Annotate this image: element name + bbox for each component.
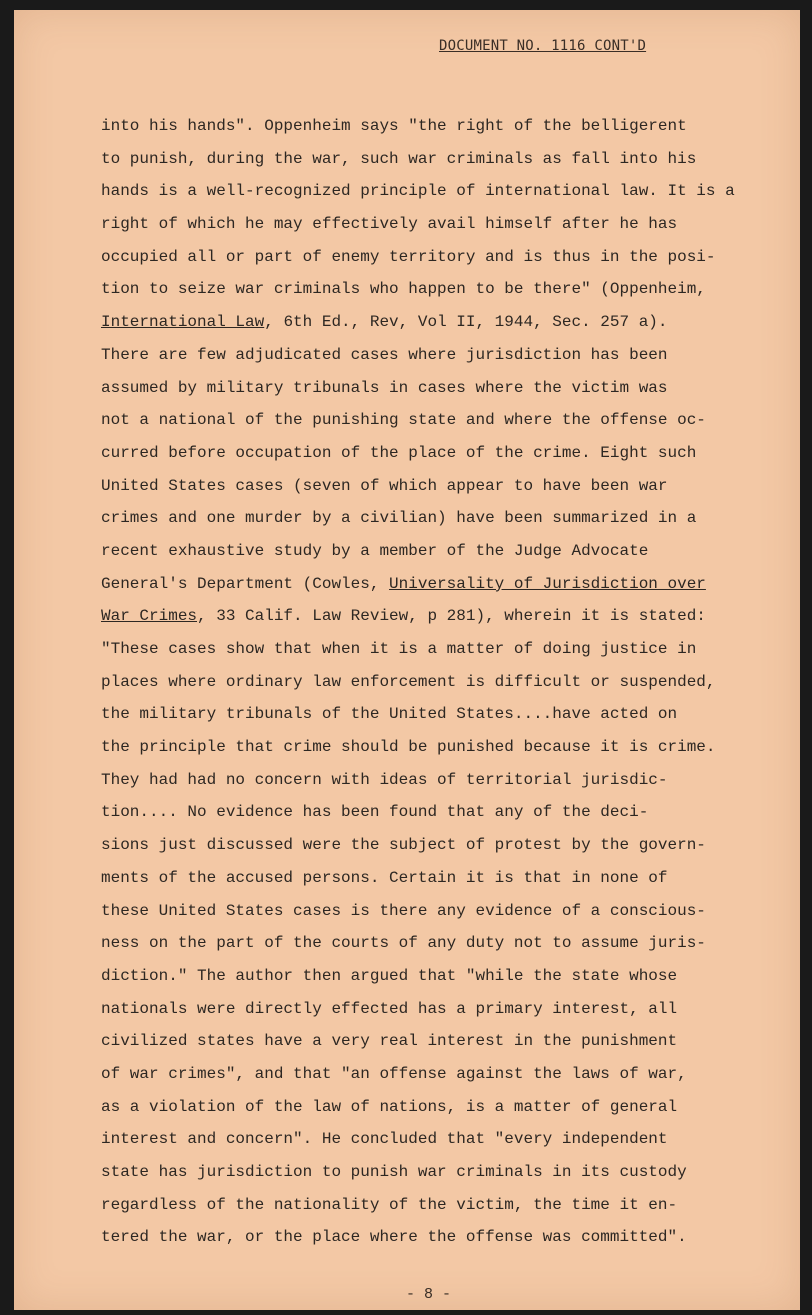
- text-line: [101, 502, 791, 535]
- text-run: regardless of the nationality of the victim, the time it en-: [101, 1195, 678, 1214]
- text-run: They had had no concern with ideas of territorial jurisdic-: [101, 770, 668, 789]
- text-line: [101, 404, 791, 437]
- text-line: [101, 829, 791, 862]
- text-run: into his hands". Oppenheim says "the right of the belligerent: [101, 117, 687, 135]
- text-line: [101, 1156, 791, 1189]
- text-line: [101, 600, 791, 633]
- text-line: [101, 568, 791, 601]
- text-line: [101, 372, 791, 405]
- text-run: of war crimes", and that "an offense against the laws of war,: [101, 1064, 687, 1083]
- text-line: [101, 796, 791, 829]
- text-run: recent exhaustive study by a member of the Judge Advocate: [101, 541, 649, 560]
- text-line: [101, 895, 791, 928]
- document-page: [14, 10, 800, 1310]
- text-run: places where ordinary law enforcement is difficult or suspended,: [101, 672, 716, 691]
- text-line: [101, 633, 791, 666]
- text-line: [101, 306, 791, 339]
- text-line: [101, 960, 791, 993]
- article-title-war-crimes: War Crimes: [101, 607, 198, 626]
- text-run: not a national of the punishing state and where the offense oc-: [101, 411, 706, 430]
- text-line: [101, 1091, 791, 1124]
- book-title-international-law: International Law: [101, 313, 265, 332]
- text-line: [101, 993, 791, 1026]
- text-run: tion.... No evidence has been found that any of the deci-: [101, 803, 649, 822]
- text-run: the principle that crime should be punished because it is crime.: [101, 738, 716, 757]
- text-line: [101, 666, 791, 699]
- text-run: tion to seize war criminals who happen to be there" (Oppenheim,: [101, 280, 706, 299]
- text-run: hands is a well-recognized principle of international law. It is a: [101, 182, 735, 201]
- text-run: assumed by military tribunals in cases where the victim was: [101, 378, 668, 397]
- text-line: [101, 208, 791, 241]
- text-run: right of which he may effectively avail himself after he has: [101, 215, 678, 234]
- text-line: [101, 110, 791, 143]
- text-line: [101, 470, 791, 503]
- text-line: [101, 1058, 791, 1091]
- text-run: civilized states have a very real interest in the punishment: [101, 1032, 678, 1051]
- text-run: United States cases (seven of which appear to have been war: [101, 476, 668, 495]
- text-line: [101, 1189, 791, 1222]
- text-run: , 33 Calif. Law Review, p 281), wherein it is stated:: [197, 607, 706, 626]
- text-line: [101, 241, 791, 274]
- text-line: [101, 535, 791, 568]
- text-line: [101, 437, 791, 470]
- text-run: , 6th Ed., Rev, Vol II, 1944, Sec. 257 a).: [264, 313, 668, 332]
- text-line: [101, 862, 791, 895]
- text-line: [101, 1221, 791, 1254]
- page-number: - 8 -: [406, 1286, 452, 1303]
- text-line: [101, 339, 791, 372]
- text-line: [101, 143, 791, 176]
- text-run: ments of the accused persons. Certain it is that in none of: [101, 868, 668, 887]
- text-run: interest and concern". He concluded that "every independent: [101, 1130, 668, 1149]
- text-run: sions just discussed were the subject of protest by the govern-: [101, 836, 706, 855]
- text-run: the military tribunals of the United States....have acted on: [101, 705, 678, 724]
- text-run: to punish, during the war, such war criminals as fall into his: [101, 149, 697, 168]
- text-line: [101, 698, 791, 731]
- text-run: nationals were directly effected has a primary interest, all: [101, 999, 678, 1018]
- text-run: ness on the part of the courts of any duty not to assume juris-: [101, 934, 706, 953]
- text-run: state has jurisdiction to punish war criminals in its custody: [101, 1163, 687, 1181]
- text-line: [101, 927, 791, 960]
- text-line: [101, 1123, 791, 1156]
- text-run: There are few adjudicated cases where jurisdiction has been: [101, 345, 668, 364]
- body-text: [101, 110, 791, 1254]
- article-title-universality: Universality of Jurisdiction over: [389, 574, 706, 593]
- text-run: curred before occupation of the place of the crime. Eight such: [101, 443, 697, 462]
- text-run: occupied all or part of enemy territory and is thus in the posi-: [101, 247, 716, 266]
- text-line: [101, 175, 791, 208]
- text-line: [101, 1025, 791, 1058]
- document-number-header: DOCUMENT NO. 1116 CONT'D: [439, 38, 647, 54]
- text-line: [101, 764, 791, 797]
- text-line: [101, 273, 791, 306]
- text-run: "These cases show that when it is a matter of doing justice in: [101, 640, 697, 658]
- text-run: General's Department (Cowles,: [101, 574, 390, 593]
- text-run: these United States cases is there any evidence of a conscious-: [101, 901, 706, 920]
- text-run: diction." The author then argued that "while the state whose: [101, 966, 678, 985]
- text-line: [101, 731, 791, 764]
- text-run: crimes and one murder by a civilian) have been summarized in a: [101, 509, 697, 528]
- text-run: as a violation of the law of nations, is a matter of general: [101, 1097, 678, 1116]
- text-run: tered the war, or the place where the offense was committed".: [101, 1228, 687, 1247]
